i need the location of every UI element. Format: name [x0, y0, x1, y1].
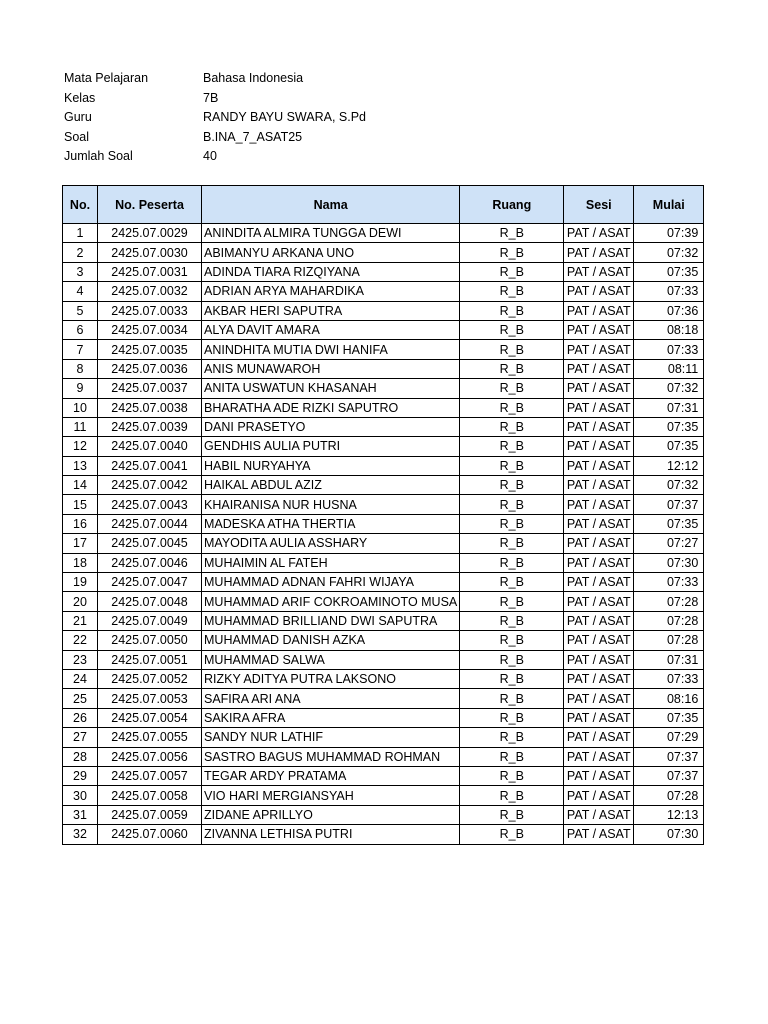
info-label: Mata Pelajaran	[64, 71, 149, 85]
cell-ruang: R_B	[460, 437, 564, 456]
cell-nama: ZIVANNA LETHISA PUTRI	[202, 825, 460, 844]
table-row	[63, 786, 704, 805]
info-value: B.INA_7_ASAT25	[203, 129, 303, 144]
cell-mulai: 07:35	[634, 514, 704, 533]
cell-no: 1	[63, 224, 98, 243]
cell-nama: VIO HARI MERGIANSYAH	[202, 786, 460, 805]
participant-table	[62, 185, 704, 845]
cell-no: 24	[63, 669, 98, 688]
cell-mulai: 12:12	[634, 456, 704, 475]
table-row	[63, 417, 704, 436]
cell-no-peserta: 2425.07.0059	[98, 805, 202, 824]
cell-nama: ADRIAN ARYA MAHARDIKA	[202, 282, 460, 301]
cell-no: 32	[63, 825, 98, 844]
cell-ruang: R_B	[460, 553, 564, 572]
cell-no: 9	[63, 379, 98, 398]
cell-no: 11	[63, 417, 98, 436]
header-no-peserta: No. Peserta	[98, 186, 202, 224]
info-row	[64, 89, 366, 109]
cell-nama: ABIMANYU ARKANA UNO	[202, 243, 460, 262]
cell-mulai: 07:27	[634, 534, 704, 553]
table-row	[63, 224, 704, 243]
cell-no: 6	[63, 320, 98, 339]
cell-no-peserta: 2425.07.0049	[98, 611, 202, 630]
cell-nama: MUHAMMAD ADNAN FAHRI WIJAYA	[202, 573, 460, 592]
table-row	[63, 766, 704, 785]
cell-mulai: 07:35	[634, 437, 704, 456]
cell-mulai: 07:35	[634, 708, 704, 727]
cell-no-peserta: 2425.07.0040	[98, 437, 202, 456]
header-ruang: Ruang	[460, 186, 564, 224]
cell-sesi: PAT / ASAT	[564, 534, 634, 553]
table-row	[63, 553, 704, 572]
cell-no-peserta: 2425.07.0038	[98, 398, 202, 417]
cell-no: 8	[63, 359, 98, 378]
cell-sesi: PAT / ASAT	[564, 708, 634, 727]
table-row	[63, 573, 704, 592]
cell-mulai: 07:32	[634, 243, 704, 262]
cell-ruang: R_B	[460, 747, 564, 766]
cell-no-peserta: 2425.07.0047	[98, 573, 202, 592]
table-row	[63, 262, 704, 281]
table-row	[63, 340, 704, 359]
cell-ruang: R_B	[460, 495, 564, 514]
cell-nama: SAKIRA AFRA	[202, 708, 460, 727]
cell-sesi: PAT / ASAT	[564, 437, 634, 456]
cell-no-peserta: 2425.07.0042	[98, 476, 202, 495]
cell-ruang: R_B	[460, 650, 564, 669]
table-row	[63, 282, 704, 301]
cell-sesi: PAT / ASAT	[564, 786, 634, 805]
cell-sesi: PAT / ASAT	[564, 262, 634, 281]
cell-sesi: PAT / ASAT	[564, 650, 634, 669]
cell-nama: SASTRO BAGUS MUHAMMAD ROHMAN	[202, 747, 460, 766]
cell-mulai: 07:39	[634, 224, 704, 243]
cell-sesi: PAT / ASAT	[564, 243, 634, 262]
cell-nama: ZIDANE APRILLYO	[202, 805, 460, 824]
cell-mulai: 07:33	[634, 282, 704, 301]
cell-mulai: 07:33	[634, 340, 704, 359]
cell-ruang: R_B	[460, 805, 564, 824]
cell-ruang: R_B	[460, 243, 564, 262]
cell-nama: MUHAMMAD DANISH AZKA	[202, 631, 460, 650]
cell-nama: MUHAIMIN AL FATEH	[202, 553, 460, 572]
table-row	[63, 379, 704, 398]
info-label: Soal	[64, 129, 90, 144]
cell-mulai: 07:30	[634, 553, 704, 572]
cell-ruang: R_B	[460, 320, 564, 339]
cell-sesi: PAT / ASAT	[564, 379, 634, 398]
cell-no: 22	[63, 631, 98, 650]
cell-sesi: PAT / ASAT	[564, 359, 634, 378]
cell-mulai: 07:33	[634, 669, 704, 688]
cell-mulai: 08:11	[634, 359, 704, 378]
cell-no-peserta: 2425.07.0048	[98, 592, 202, 611]
cell-nama: HABIL NURYAHYA	[202, 456, 460, 475]
cell-no: 20	[63, 592, 98, 611]
header-no: No.	[63, 186, 98, 224]
cell-no: 29	[63, 766, 98, 785]
cell-no-peserta: 2425.07.0030	[98, 243, 202, 262]
cell-no-peserta: 2425.07.0044	[98, 514, 202, 533]
cell-no: 7	[63, 340, 98, 359]
cell-ruang: R_B	[460, 534, 564, 553]
table-header-row	[63, 186, 704, 224]
cell-sesi: PAT / ASAT	[564, 476, 634, 495]
cell-no-peserta: 2425.07.0054	[98, 708, 202, 727]
cell-mulai: 07:28	[634, 611, 704, 630]
table-row	[63, 592, 704, 611]
cell-sesi: PAT / ASAT	[564, 573, 634, 592]
header-sesi: Sesi	[564, 186, 634, 224]
cell-mulai: 07:37	[634, 747, 704, 766]
table-row	[63, 534, 704, 553]
cell-sesi: PAT / ASAT	[564, 825, 634, 844]
cell-no-peserta: 2425.07.0032	[98, 282, 202, 301]
cell-ruang: R_B	[460, 825, 564, 844]
cell-nama: MADESKA ATHA THERTIA	[202, 514, 460, 533]
cell-no: 26	[63, 708, 98, 727]
cell-sesi: PAT / ASAT	[564, 689, 634, 708]
cell-sesi: PAT / ASAT	[564, 282, 634, 301]
cell-mulai: 07:37	[634, 495, 704, 514]
cell-no: 17	[63, 534, 98, 553]
cell-nama: BHARATHA ADE RIZKI SAPUTRO	[202, 398, 460, 417]
cell-no-peserta: 2425.07.0055	[98, 728, 202, 747]
cell-ruang: R_B	[460, 301, 564, 320]
cell-sesi: PAT / ASAT	[564, 669, 634, 688]
info-value: Bahasa Indonesia	[203, 71, 304, 85]
cell-ruang: R_B	[460, 631, 564, 650]
cell-ruang: R_B	[460, 359, 564, 378]
cell-mulai: 07:32	[634, 476, 704, 495]
cell-no: 19	[63, 573, 98, 592]
cell-ruang: R_B	[460, 398, 564, 417]
cell-no-peserta: 2425.07.0051	[98, 650, 202, 669]
cell-mulai: 07:29	[634, 728, 704, 747]
cell-ruang: R_B	[460, 669, 564, 688]
cell-ruang: R_B	[460, 766, 564, 785]
cell-mulai: 08:16	[634, 689, 704, 708]
cell-nama: SANDY NUR LATHIF	[202, 728, 460, 747]
cell-nama: ALYA DAVIT AMARA	[202, 320, 460, 339]
cell-no: 2	[63, 243, 98, 262]
table-row	[63, 320, 704, 339]
cell-mulai: 07:31	[634, 398, 704, 417]
cell-sesi: PAT / ASAT	[564, 805, 634, 824]
cell-mulai: 07:28	[634, 631, 704, 650]
cell-mulai: 07:28	[634, 786, 704, 805]
cell-no: 28	[63, 747, 98, 766]
cell-sesi: PAT / ASAT	[564, 495, 634, 514]
cell-sesi: PAT / ASAT	[564, 514, 634, 533]
cell-sesi: PAT / ASAT	[564, 631, 634, 650]
cell-no-peserta: 2425.07.0037	[98, 379, 202, 398]
cell-no: 4	[63, 282, 98, 301]
info-row	[64, 69, 366, 89]
exam-info-block	[64, 69, 366, 167]
cell-sesi: PAT / ASAT	[564, 320, 634, 339]
table-row	[63, 728, 704, 747]
cell-no-peserta: 2425.07.0060	[98, 825, 202, 844]
cell-no-peserta: 2425.07.0036	[98, 359, 202, 378]
cell-no-peserta: 2425.07.0058	[98, 786, 202, 805]
header-nama: Nama	[202, 186, 460, 224]
cell-sesi: PAT / ASAT	[564, 747, 634, 766]
table-row	[63, 650, 704, 669]
cell-nama: DANI PRASETYO	[202, 417, 460, 436]
cell-no: 14	[63, 476, 98, 495]
cell-mulai: 07:30	[634, 825, 704, 844]
cell-no-peserta: 2425.07.0043	[98, 495, 202, 514]
cell-no-peserta: 2425.07.0033	[98, 301, 202, 320]
cell-nama: MUHAMMAD SALWA	[202, 650, 460, 669]
cell-ruang: R_B	[460, 573, 564, 592]
cell-no-peserta: 2425.07.0039	[98, 417, 202, 436]
cell-mulai: 07:36	[634, 301, 704, 320]
cell-no: 31	[63, 805, 98, 824]
cell-no: 27	[63, 728, 98, 747]
cell-mulai: 07:31	[634, 650, 704, 669]
cell-nama: ANINDITA ALMIRA TUNGGA DEWI	[202, 224, 460, 243]
cell-ruang: R_B	[460, 514, 564, 533]
cell-no-peserta: 2425.07.0050	[98, 631, 202, 650]
info-row	[64, 108, 366, 128]
cell-mulai: 07:32	[634, 379, 704, 398]
info-label: Guru	[64, 110, 92, 124]
table-row	[63, 495, 704, 514]
cell-mulai: 12:13	[634, 805, 704, 824]
cell-sesi: PAT / ASAT	[564, 340, 634, 359]
cell-no-peserta: 2425.07.0056	[98, 747, 202, 766]
info-row	[64, 128, 366, 148]
cell-ruang: R_B	[460, 786, 564, 805]
cell-nama: ANITA USWATUN KHASANAH	[202, 379, 460, 398]
table-row	[63, 689, 704, 708]
cell-ruang: R_B	[460, 476, 564, 495]
cell-nama: GENDHIS AULIA PUTRI	[202, 437, 460, 456]
info-value: 40	[203, 149, 217, 163]
cell-sesi: PAT / ASAT	[564, 592, 634, 611]
cell-no-peserta: 2425.07.0053	[98, 689, 202, 708]
table-row	[63, 243, 704, 262]
table-row	[63, 747, 704, 766]
table-row	[63, 708, 704, 727]
cell-no-peserta: 2425.07.0029	[98, 224, 202, 243]
cell-ruang: R_B	[460, 592, 564, 611]
cell-sesi: PAT / ASAT	[564, 301, 634, 320]
info-label: Kelas	[64, 90, 96, 105]
table-row	[63, 514, 704, 533]
cell-ruang: R_B	[460, 224, 564, 243]
cell-nama: KHAIRANISA NUR HUSNA	[202, 495, 460, 514]
cell-nama: SAFIRA ARI ANA	[202, 689, 460, 708]
cell-sesi: PAT / ASAT	[564, 398, 634, 417]
cell-nama: TEGAR ARDY PRATAMA	[202, 766, 460, 785]
cell-sesi: PAT / ASAT	[564, 553, 634, 572]
info-row	[64, 147, 366, 167]
cell-mulai: 07:37	[634, 766, 704, 785]
cell-no-peserta: 2425.07.0035	[98, 340, 202, 359]
cell-no: 13	[63, 456, 98, 475]
cell-ruang: R_B	[460, 340, 564, 359]
cell-nama: AKBAR HERI SAPUTRA	[202, 301, 460, 320]
cell-nama: ADINDA TIARA RIZQIYANA	[202, 262, 460, 281]
cell-no: 12	[63, 437, 98, 456]
cell-ruang: R_B	[460, 282, 564, 301]
cell-mulai: 07:35	[634, 262, 704, 281]
cell-no-peserta: 2425.07.0046	[98, 553, 202, 572]
cell-ruang: R_B	[460, 689, 564, 708]
cell-mulai: 07:35	[634, 417, 704, 436]
cell-ruang: R_B	[460, 728, 564, 747]
cell-no-peserta: 2425.07.0034	[98, 320, 202, 339]
table-row	[63, 301, 704, 320]
cell-ruang: R_B	[460, 611, 564, 630]
cell-no: 30	[63, 786, 98, 805]
cell-sesi: PAT / ASAT	[564, 224, 634, 243]
cell-no: 23	[63, 650, 98, 669]
cell-no: 21	[63, 611, 98, 630]
cell-no: 18	[63, 553, 98, 572]
table-row	[63, 631, 704, 650]
cell-nama: MAYODITA AULIA ASSHARY	[202, 534, 460, 553]
cell-no-peserta: 2425.07.0057	[98, 766, 202, 785]
cell-no: 25	[63, 689, 98, 708]
cell-sesi: PAT / ASAT	[564, 728, 634, 747]
cell-no: 16	[63, 514, 98, 533]
table-row	[63, 669, 704, 688]
table-row	[63, 359, 704, 378]
cell-no-peserta: 2425.07.0041	[98, 456, 202, 475]
info-value: RANDY BAYU SWARA, S.Pd	[203, 110, 367, 124]
table-row	[63, 437, 704, 456]
cell-ruang: R_B	[460, 379, 564, 398]
cell-nama: MUHAMMAD BRILLIAND DWI SAPUTRA	[202, 611, 460, 630]
cell-nama: MUHAMMAD ARIF COKROAMINOTO MUSA	[202, 592, 460, 611]
table-row	[63, 825, 704, 844]
cell-no-peserta: 2425.07.0052	[98, 669, 202, 688]
info-value: 7B	[203, 90, 219, 105]
cell-nama: RIZKY ADITYA PUTRA LAKSONO	[202, 669, 460, 688]
cell-ruang: R_B	[460, 708, 564, 727]
cell-sesi: PAT / ASAT	[564, 417, 634, 436]
cell-no: 5	[63, 301, 98, 320]
table-row	[63, 398, 704, 417]
table-row	[63, 611, 704, 630]
cell-no: 10	[63, 398, 98, 417]
header-mulai: Mulai	[634, 186, 704, 224]
table-row	[63, 805, 704, 824]
cell-nama: HAIKAL ABDUL AZIZ	[202, 476, 460, 495]
cell-sesi: PAT / ASAT	[564, 766, 634, 785]
table-row	[63, 476, 704, 495]
info-label: Jumlah Soal	[64, 149, 133, 163]
cell-no: 3	[63, 262, 98, 281]
cell-sesi: PAT / ASAT	[564, 611, 634, 630]
cell-no-peserta: 2425.07.0045	[98, 534, 202, 553]
cell-mulai: 07:28	[634, 592, 704, 611]
cell-ruang: R_B	[460, 262, 564, 281]
cell-nama: ANINDHITA MUTIA DWI HANIFA	[202, 340, 460, 359]
cell-nama: ANIS MUNAWAROH	[202, 359, 460, 378]
cell-no: 15	[63, 495, 98, 514]
cell-ruang: R_B	[460, 417, 564, 436]
cell-no-peserta: 2425.07.0031	[98, 262, 202, 281]
cell-sesi: PAT / ASAT	[564, 456, 634, 475]
cell-mulai: 07:33	[634, 573, 704, 592]
cell-ruang: R_B	[460, 456, 564, 475]
table-row	[63, 456, 704, 475]
cell-mulai: 08:18	[634, 320, 704, 339]
